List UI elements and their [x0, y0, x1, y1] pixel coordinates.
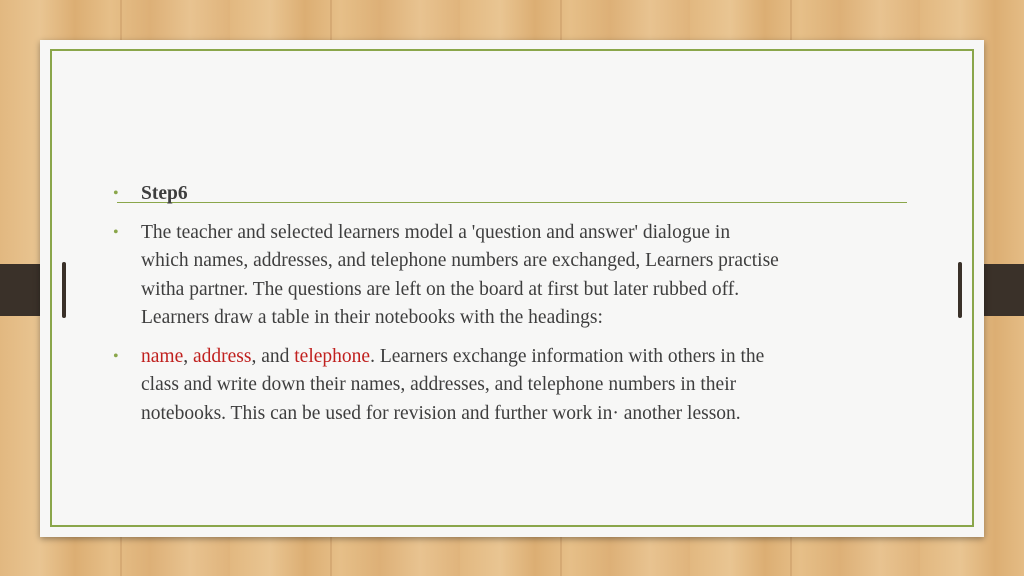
slide-body — [100, 180, 890, 438]
heading-word-address: address — [192, 345, 252, 367]
right-tab-edge — [958, 262, 962, 318]
bullet-paragraph-2 — [100, 343, 890, 429]
step-heading: Step6 — [141, 183, 188, 204]
paragraph-line: Learners draw a table in their notebooks with the headings: — [141, 307, 603, 328]
bullet-dot-icon: • — [113, 347, 119, 365]
paragraph-line: witha partner. The questions are left on the board at first but later rubbed off. — [141, 278, 740, 300]
heading-word-telephone: telephone — [294, 345, 371, 367]
paragraph-line: class and write down their names, addresses, and telephone numbers in their — [141, 374, 737, 395]
paragraph-line: which names, addresses, and telephone numbers are exchanged, Learners practise — [141, 250, 779, 271]
bullet-paragraph-1 — [100, 219, 890, 333]
paragraph-line: notebooks. This can be used for revision and further work in· another lesson. — [141, 402, 741, 424]
heading-word-name: name — [141, 345, 184, 367]
separator: , — [183, 345, 193, 367]
bullet-dot-icon: • — [113, 185, 119, 202]
bullet-dot-icon: • — [113, 223, 119, 241]
paragraph-line — [141, 343, 890, 372]
paragraph-text: . Learners exchange information with others in the — [370, 345, 765, 367]
paragraph-line: The teacher and selected learners model a 'question and answer' dialogue in — [141, 221, 731, 243]
separator: , and — [251, 345, 295, 367]
left-tab-edge — [62, 262, 66, 318]
bullet-step-heading — [100, 180, 890, 209]
